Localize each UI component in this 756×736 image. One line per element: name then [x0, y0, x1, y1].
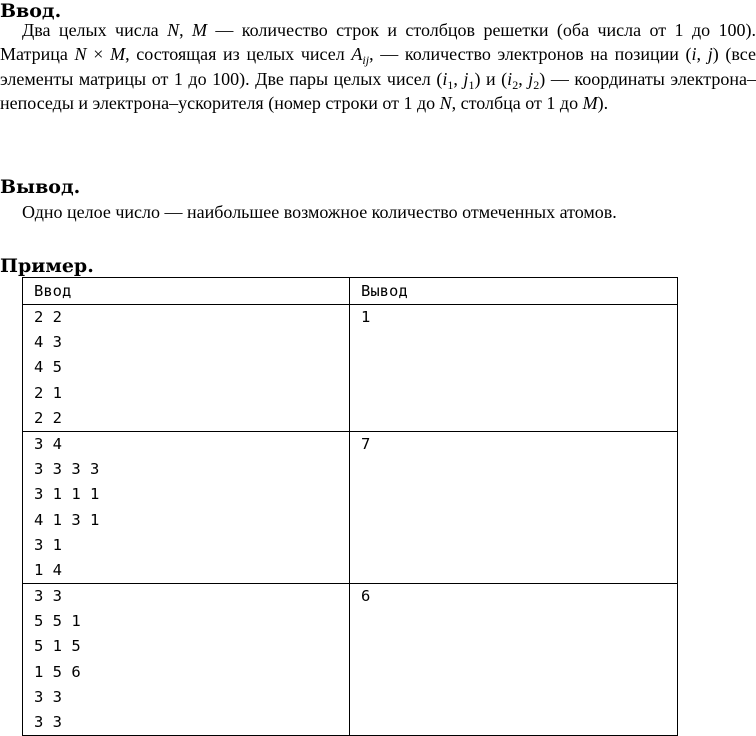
output-cell [350, 431, 678, 583]
input-line: 2 2 [34, 408, 62, 427]
table-header-row [23, 278, 678, 305]
input-line: 4 3 [34, 333, 62, 352]
input-line: 1 5 6 [34, 662, 81, 681]
input-heading: Ввод. [0, 0, 62, 22]
output-cell [350, 305, 678, 432]
input-line: 3 3 [34, 687, 62, 706]
table-row [23, 305, 678, 432]
input-line: 4 5 [34, 358, 62, 377]
output-description: Одно целое число — наибольшее возможное количество отмеченных атомов. [22, 202, 617, 222]
input-cell [23, 584, 350, 736]
input-line: 3 3 [34, 713, 62, 731]
input-cell [23, 305, 350, 432]
input-line: 2 1 [34, 383, 62, 402]
input-cell [23, 431, 350, 583]
input-line: 2 2 [34, 308, 62, 326]
column-header-output: Вывод [350, 278, 678, 305]
output-heading: Вывод. [0, 176, 81, 198]
output-line: 6 [361, 587, 371, 606]
output-line: 1 [361, 308, 371, 326]
input-line: 3 1 [34, 535, 62, 554]
input-line: 5 5 1 [34, 612, 81, 631]
example-heading: Пример. [0, 255, 94, 277]
input-description: Два целых числа N, M — количество строк и столбцов решетки (оба числа от 1 до 100). Матрица N × M, состоящая из целых чисел $A_{ij}$, — количество электронов на позиции (i, j) (все элементы матрицы от 1 до 100). Две пары целых чисел ($i_1$, $j_1$) и ($i_2$, $j_2$) — координаты электрона–непоседы и электрона–ускорителя (номер строки от 1 до N, столбца от 1 до M). [0, 20, 756, 114]
input-line: 5 1 5 [34, 637, 81, 656]
input-line: 3 1 1 1 [34, 485, 100, 504]
output-line: 7 [361, 434, 371, 453]
input-line: 3 4 [34, 434, 62, 453]
input-line: 4 1 3 1 [34, 510, 100, 529]
examples-table [22, 277, 678, 736]
input-line: 3 3 [34, 587, 62, 606]
table-row [23, 431, 678, 583]
table-row [23, 584, 678, 736]
input-line: 1 4 [34, 560, 62, 579]
input-line: 3 3 3 3 [34, 460, 100, 479]
column-header-input: Ввод [23, 278, 350, 305]
output-cell [350, 584, 678, 736]
